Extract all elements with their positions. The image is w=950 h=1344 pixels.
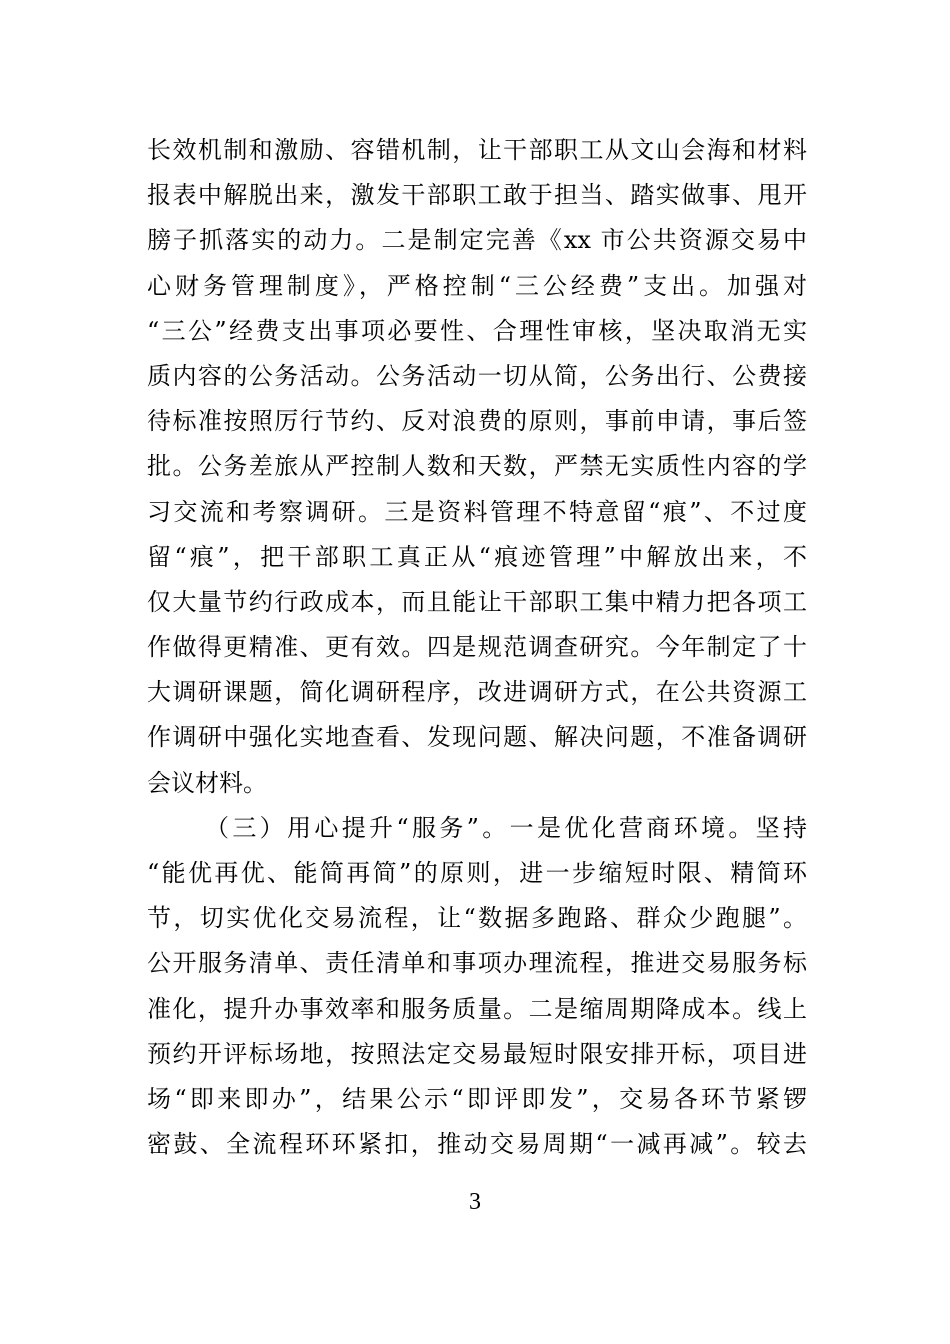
text-line: 批。公务差旅从严控制人数和天数，严禁无实质性内容的学	[147, 452, 807, 481]
page-number: 3	[469, 1189, 481, 1215]
text-line: 准化，提升办事效率和服务质量。二是缩周期降成本。线上	[147, 994, 807, 1023]
text-line: 习交流和考察调研。三是资料管理不特意留“痕”、不过度	[147, 497, 807, 526]
text-line: 场“即来即办”，结果公示“即评即发”，交易各环节紧锣	[147, 1084, 807, 1113]
body-text	[147, 128, 807, 1167]
text-line: 公开服务清单、责任清单和事项办理流程，推进交易服务标	[147, 949, 807, 978]
text-line: 仅大量节约行政成本，而且能让干部职工集中精力把各项工	[147, 587, 807, 616]
text-line: 膀子抓落实的动力。二是制定完善《xx 市公共资源交易中	[147, 226, 807, 255]
text-line: 预约开评标场地，按照法定交易最短时限安排开标，项目进	[147, 1039, 807, 1068]
text-line: 大调研课题，简化调研程序，改进调研方式，在公共资源工	[147, 678, 807, 707]
section-heading-line: （三）用心提升“服务”。一是优化营商环境。坚持	[205, 813, 807, 842]
text-line: 留“痕”，把干部职工真正从“痕迹管理”中解放出来，不	[147, 542, 807, 571]
paragraph-end-line: 会议材料。	[147, 768, 267, 797]
text-line: 待标准按照厉行节约、反对浪费的原则，事前申请，事后签	[147, 407, 807, 436]
text-line: 作做得更精准、更有效。四是规范调查研究。今年制定了十	[147, 633, 807, 662]
text-line: 心财务管理制度》，严格控制“三公经费”支出。加强对	[147, 271, 807, 300]
text-line: 报表中解脱出来，激发干部职工敢于担当、踏实做事、甩开	[147, 181, 807, 210]
text-line: 节，切实优化交易流程，让“数据多跑路、群众少跑腿”。	[147, 904, 807, 933]
text-line: “能优再优、能简再简”的原则，进一步缩短时限、精简环	[147, 859, 807, 887]
text-line: 作调研中强化实地查看、发现问题、解决问题，不准备调研	[147, 723, 807, 752]
text-line: 质内容的公务活动。公务活动一切从简，公务出行、公费接	[147, 361, 807, 390]
text-line: “三公”经费支出事项必要性、合理性审核，坚决取消无实	[147, 316, 807, 345]
text-line: 长效机制和激励、容错机制，让干部职工从文山会海和材料	[147, 136, 807, 164]
text-line: 密鼓、全流程环环紧扣，推动交易周期“一减再减”。较去	[147, 1130, 807, 1159]
